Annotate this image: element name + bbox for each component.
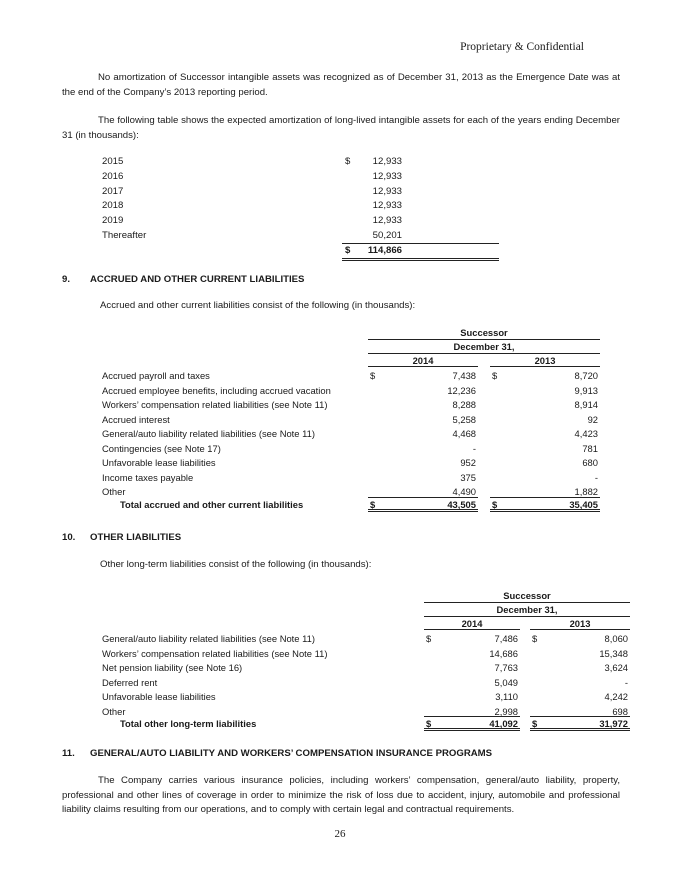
section-9-intro: Accrued and other current liabilities consist of the following (in thousands): <box>100 300 416 311</box>
subtotal-underline <box>424 716 520 717</box>
amortization-value: 12,933 <box>372 185 402 197</box>
value-2014: 7,486 <box>494 633 518 644</box>
amortization-row <box>102 171 402 186</box>
total-2013: 35,405 <box>569 499 598 510</box>
intro-paragraph-2: The following table shows the expected amortization of long-lived intangible assets for each of the years ending December 31 (in thousands): <box>62 115 620 141</box>
currency-symbol: $ <box>532 633 538 644</box>
confidential-header: Proprietary & Confidential <box>460 41 584 53</box>
value-2013: 680 <box>582 457 598 468</box>
total-double-underline <box>490 509 600 512</box>
amortization-row <box>102 215 402 230</box>
subtotal-underline <box>530 716 630 717</box>
amortization-row <box>102 230 402 245</box>
table-row-label: General/auto liability related liabilities (see Note 11) <box>102 428 315 439</box>
value-2013: 1,882 <box>574 486 598 497</box>
total-double-underline <box>368 509 478 512</box>
section-number: 11. <box>62 748 75 759</box>
value-2014: 952 <box>460 457 476 468</box>
section-11-heading <box>62 748 492 759</box>
col-2013-header: 2013 <box>534 355 556 366</box>
currency-symbol: $ <box>426 718 432 729</box>
table-row-label: Other <box>102 705 126 717</box>
value-2013: 9,913 <box>574 384 598 396</box>
value-2013: 4,423 <box>574 428 598 439</box>
header-rule <box>424 629 520 630</box>
amortization-year: 2015 <box>102 156 124 167</box>
section-title: OTHER LIABILITIES <box>90 532 182 543</box>
amortization-row <box>102 200 402 215</box>
value-2014: 7,438 <box>452 370 476 381</box>
table-row-label: Income taxes payable <box>102 471 194 483</box>
amortization-year: 2018 <box>102 200 124 212</box>
value-2013: - <box>624 676 628 688</box>
section-number: 9. <box>62 274 71 285</box>
header-rule <box>424 602 630 603</box>
value-2014: - <box>472 442 476 454</box>
value-2014: 2,998 <box>494 705 518 717</box>
value-2013: 781 <box>582 442 598 454</box>
amortization-value: 50,201 <box>372 229 402 241</box>
amortization-row <box>102 156 402 171</box>
value-2013: - <box>594 471 598 483</box>
currency-symbol: $ <box>370 370 376 381</box>
table-row-label: Accrued interest <box>102 413 170 425</box>
section-number: 10. <box>62 532 76 543</box>
amortization-value: 12,933 <box>372 170 402 182</box>
table-row-label: General/auto liability related liabilities (see Note 11) <box>102 633 315 644</box>
total-2014: 41,092 <box>489 718 518 729</box>
currency-symbol: $ <box>345 244 351 256</box>
value-2014: 12,236 <box>447 384 476 396</box>
header-rule <box>368 366 478 367</box>
table-row-label: Accrued payroll and taxes <box>102 370 210 381</box>
total-2013: 31,972 <box>599 718 628 729</box>
amortization-value: 12,933 <box>372 156 402 167</box>
value-2013: 15,348 <box>599 647 628 659</box>
col-2014-header: 2014 <box>412 355 434 366</box>
section-title: ACCRUED AND OTHER CURRENT LIABILITIES <box>90 274 305 285</box>
value-2014: 7,763 <box>494 662 518 673</box>
total-double-underline <box>424 728 520 731</box>
total-row-label: Total accrued and other current liabilities <box>120 499 304 510</box>
header-rule <box>368 339 600 340</box>
table-row-label: Other <box>102 486 126 497</box>
amortization-total: 114,866 <box>367 244 402 256</box>
header-rule <box>490 366 600 367</box>
section-11-paragraph: The Company carries various insurance policies, including workers’ compensation, general/auto liability, property, professional and other lines of coverage in order to minimize the risk of loss due to accident, injury, automobile and professional liability claims resulting from our operations, and to comply with certain legal and contractual requirements. <box>62 775 620 815</box>
currency-symbol: $ <box>345 156 351 167</box>
value-2014: 4,468 <box>452 428 476 439</box>
section-10-intro: Other long-term liabilities consist of the following (in thousands): <box>100 559 372 570</box>
value-2013: 4,242 <box>604 691 628 702</box>
successor-header: Successor <box>503 590 551 601</box>
table-row-label: Net pension liability (see Note 16) <box>102 662 243 673</box>
table-row-label: Workers’ compensation related liabilities (see Note 11) <box>102 647 328 659</box>
table-row-label: Unfavorable lease liabilities <box>102 691 216 702</box>
value-2013: 8,720 <box>574 370 598 381</box>
currency-symbol: $ <box>426 633 432 644</box>
value-2014: 375 <box>460 471 476 483</box>
total-2014: 43,505 <box>447 499 476 510</box>
successor-header: Successor <box>460 327 508 338</box>
value-2013: 698 <box>612 705 628 717</box>
col-2014-header: 2014 <box>461 618 483 629</box>
amortization-year: 2019 <box>102 215 124 227</box>
value-2013: 92 <box>587 413 598 425</box>
december-header: December 31, <box>453 341 515 352</box>
value-2014: 4,490 <box>452 486 476 497</box>
header-rule <box>368 353 600 354</box>
value-2014: 5,049 <box>494 676 518 688</box>
amortization-value: 12,933 <box>372 200 402 212</box>
amortization-year: 2017 <box>102 185 124 197</box>
value-2014: 8,288 <box>452 399 476 410</box>
amortization-year: 2016 <box>102 170 124 182</box>
currency-symbol: $ <box>492 499 498 510</box>
table-row-label: Unfavorable lease liabilities <box>102 457 216 468</box>
table-row-label: Accrued employee benefits, including accrued vacation <box>102 384 331 396</box>
amortization-total-row <box>102 245 402 260</box>
value-2014: 3,110 <box>495 691 518 702</box>
section-title: GENERAL/AUTO LIABILITY AND WORKERS’ COMPENSATION INSURANCE PROGRAMS <box>90 748 493 759</box>
total-double-underline <box>530 728 630 731</box>
table-row-label: Deferred rent <box>102 676 158 688</box>
col-2013-header: 2013 <box>569 618 591 629</box>
value-2013: 8,060 <box>604 633 628 644</box>
amortization-value: 12,933 <box>372 215 402 227</box>
header-rule <box>530 629 630 630</box>
currency-symbol: $ <box>492 370 498 381</box>
total-row-label: Total other long-term liabilities <box>120 718 257 729</box>
table-row-label: Contingencies (see Note 17) <box>102 442 221 454</box>
currency-symbol: $ <box>370 499 376 510</box>
page-number: 26 <box>334 828 346 840</box>
table-row-label: Workers’ compensation related liabilities (see Note 11) <box>102 399 328 410</box>
amortization-row <box>102 186 402 201</box>
value-2013: 8,914 <box>574 399 598 410</box>
value-2014: 14,686 <box>489 647 518 659</box>
amortization-year: Thereafter <box>102 229 147 241</box>
amortization-table <box>102 156 402 260</box>
subtotal-underline <box>490 497 600 498</box>
section-9-heading <box>62 274 304 285</box>
value-2013: 3,624 <box>604 662 628 673</box>
header-rule <box>424 616 630 617</box>
currency-symbol: $ <box>532 718 538 729</box>
intro-paragraph-1: No amortization of Successor intangible assets was recognized as of December 31, 2013 as the Emergence Date was at the end of the Company’s 2013 reporting period. <box>62 72 620 98</box>
total-double-underline <box>342 245 499 262</box>
december-header: December 31, <box>496 604 558 615</box>
subtotal-underline <box>368 497 478 498</box>
value-2014: 5,258 <box>452 413 476 425</box>
section-10-heading <box>62 532 181 543</box>
